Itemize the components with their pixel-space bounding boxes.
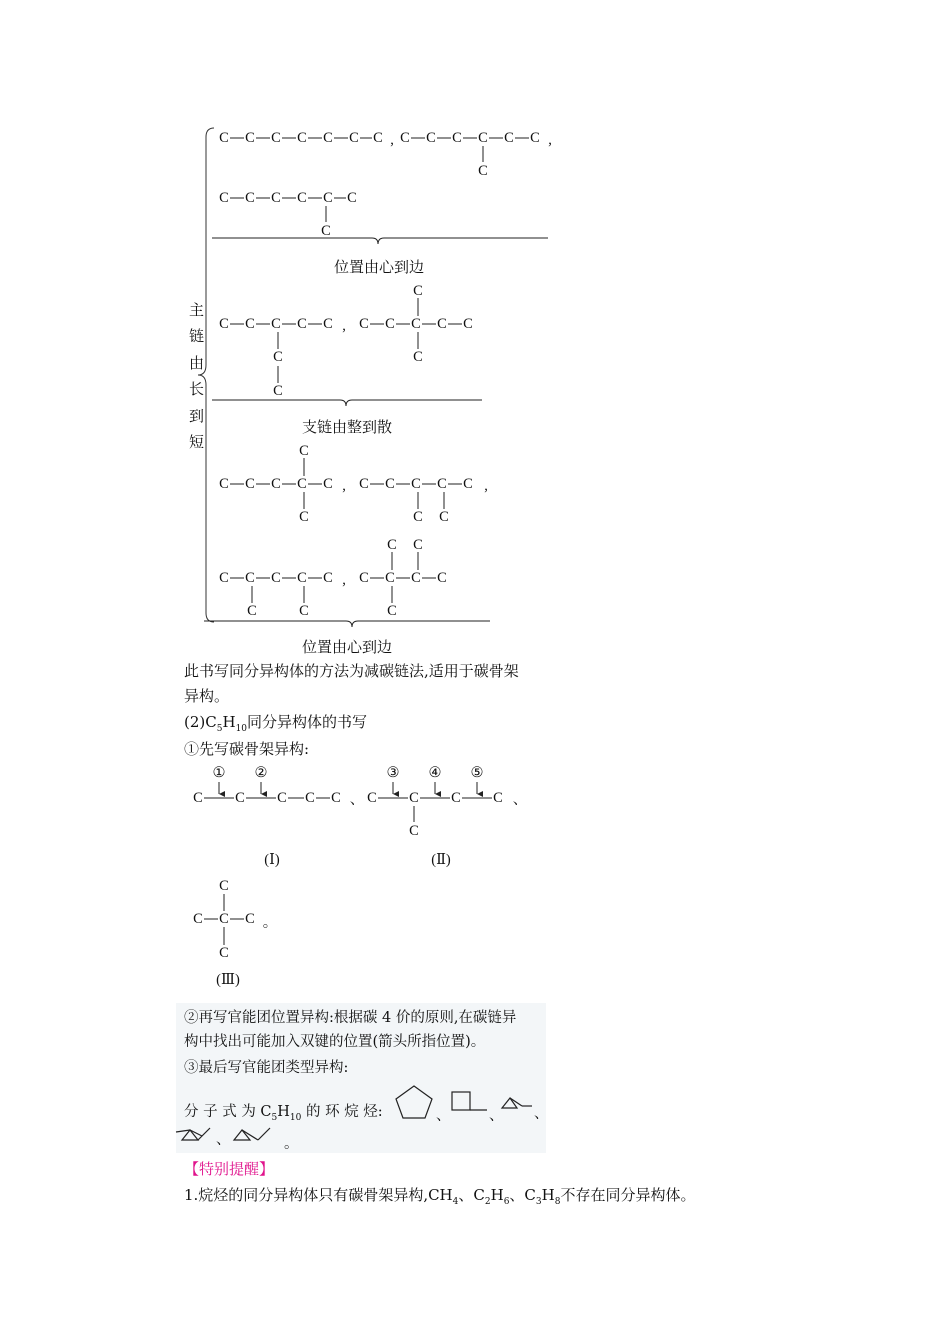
carbon-atom: C	[193, 911, 203, 927]
carbon-atom: C	[478, 163, 488, 179]
heading-text: 同分异构体的书写	[247, 713, 368, 731]
paragraph-line: 此书写同分异构体的方法为减碳链法,适用于碳骨架	[184, 662, 519, 680]
group-caption: 支链由整到散	[302, 418, 393, 436]
carbon-atom: C	[451, 790, 461, 806]
comma: ,	[342, 318, 346, 334]
carbon-atom: C	[299, 603, 309, 619]
carbon-atom: C	[219, 476, 229, 492]
subscript: 5	[216, 724, 223, 734]
carbon-atom: C	[245, 570, 255, 586]
carbon-atom: C	[437, 476, 447, 492]
step-two-line: 构中找出可能加入双键的位置(箭头所指位置)。	[184, 1034, 486, 1050]
comma: ,	[484, 478, 488, 494]
carbon-atom: C	[452, 130, 462, 146]
carbon-atom: C	[271, 190, 281, 206]
carbon-atom: C	[273, 383, 283, 399]
tip-text: H	[541, 1186, 555, 1204]
carbon-atom: C	[437, 570, 447, 586]
position-marker: ④	[428, 765, 442, 781]
carbon-atom: C	[299, 443, 309, 459]
carbon-atom: C	[277, 790, 287, 806]
pentene-skeleton-structures	[0, 760, 950, 990]
position-marker: ①	[212, 765, 226, 781]
carbon-atom: C	[413, 283, 423, 299]
carbon-atom: C	[219, 316, 229, 332]
carbon-atom: C	[273, 349, 283, 365]
position-marker: ②	[254, 765, 268, 781]
isomer-label: (Ⅱ)	[431, 852, 451, 868]
carbon-atom: C	[411, 476, 421, 492]
carbon-atom: C	[193, 790, 203, 806]
carbon-atom: C	[219, 570, 229, 586]
carbon-atom: C	[359, 476, 369, 492]
heading-text: (2)C	[184, 713, 217, 731]
carbon-atom: C	[411, 316, 421, 332]
subscript: 5	[271, 1112, 278, 1123]
enumeration-comma: 、	[216, 1132, 231, 1148]
subscript: 3	[535, 1197, 542, 1207]
carbon-atom: C	[359, 570, 369, 586]
side-char: 由	[189, 354, 205, 372]
subscript: 8	[554, 1197, 561, 1207]
carbon-atom: C	[245, 190, 255, 206]
carbon-atom: C	[323, 190, 333, 206]
heptane-isomer-structures	[0, 0, 950, 660]
ring-text: 分 子 式 为 C	[184, 1104, 272, 1120]
subscript: 6	[503, 1197, 510, 1207]
position-marker: ⑤	[470, 765, 484, 781]
subscript: 10	[289, 1112, 302, 1123]
carbon-atom: C	[219, 911, 229, 927]
tip-text: H	[490, 1186, 504, 1204]
carbon-atom: C	[385, 570, 395, 586]
carbon-atom: C	[271, 316, 281, 332]
carbon-atom: C	[530, 130, 540, 146]
tip-item	[184, 1184, 695, 1207]
step-two-line: ②再写官能团位置异构:根据碳 4 价的原则,在碳链异	[184, 1010, 517, 1026]
carbon-atom: C	[323, 316, 333, 332]
subscript: 4	[452, 1197, 459, 1207]
carbon-atom: C	[426, 130, 436, 146]
carbon-atom: C	[463, 316, 473, 332]
step-one: ①先写碳骨架异构:	[184, 740, 310, 758]
carbon-atom: C	[297, 130, 307, 146]
group-caption: 位置由心到边	[302, 638, 393, 656]
position-marker: ③	[386, 765, 400, 781]
carbon-atom: C	[347, 190, 357, 206]
carbon-atom: C	[245, 316, 255, 332]
enumeration-comma: 、	[489, 1108, 504, 1124]
comma: ,	[548, 132, 552, 148]
enumeration-comma: 、	[534, 1106, 549, 1122]
carbon-atom: C	[235, 790, 245, 806]
carbon-atom: C	[245, 476, 255, 492]
isomer-label: (Ⅰ)	[264, 852, 280, 868]
carbon-atom: C	[219, 878, 229, 894]
ethylcyclopropane-icon	[502, 1098, 532, 1108]
ring-text: H	[277, 1104, 290, 1120]
carbon-atom: C	[400, 130, 410, 146]
ring-text: 的 环 烷 烃:	[301, 1104, 383, 1120]
carbon-atom: C	[219, 190, 229, 206]
period: 。	[284, 1136, 299, 1152]
carbon-atom: C	[271, 476, 281, 492]
carbon-atom: C	[321, 223, 331, 239]
carbon-atom: C	[323, 130, 333, 146]
carbon-atom: C	[409, 790, 419, 806]
paragraph-line: 异构。	[184, 687, 230, 705]
carbon-atom: C	[385, 316, 395, 332]
carbon-atom: C	[219, 130, 229, 146]
dimethylcyclopropane-icon	[176, 1128, 210, 1140]
isomer-label: (Ⅲ)	[216, 972, 240, 988]
carbon-atom: C	[367, 790, 377, 806]
carbon-atom: C	[331, 790, 341, 806]
side-char: 链	[189, 327, 205, 345]
carbon-atom: C	[323, 570, 333, 586]
period: 。	[262, 915, 278, 931]
carbon-atom: C	[247, 603, 257, 619]
enumeration-comma: 、	[436, 1108, 451, 1124]
carbon-atom: C	[478, 130, 488, 146]
enumeration-comma: 、	[512, 792, 528, 808]
carbon-atom: C	[413, 537, 423, 553]
carbon-atom: C	[297, 316, 307, 332]
side-char: 长	[189, 380, 205, 398]
carbon-atom: C	[219, 945, 229, 961]
side-char: 主	[189, 301, 205, 319]
methylcyclobutane-icon	[452, 1092, 487, 1110]
carbon-atom: C	[413, 509, 423, 525]
carbon-atom: C	[493, 790, 503, 806]
tip-text: 、C	[458, 1186, 485, 1204]
carbon-atom: C	[359, 316, 369, 332]
side-char: 短	[189, 433, 205, 451]
carbon-atom: C	[297, 476, 307, 492]
comma: ,	[342, 478, 346, 494]
cyclopentane-icon	[396, 1086, 432, 1118]
tip-text: 、C	[509, 1186, 536, 1204]
carbon-atom: C	[299, 509, 309, 525]
subscript: 10	[235, 724, 248, 734]
cycloalkane-structures	[176, 1078, 549, 1153]
enumeration-comma: 、	[349, 792, 365, 808]
tip-text: 不存在同分异构体。	[560, 1186, 696, 1204]
tip-text: 1.烷烃的同分异构体只有碳骨架异构,CH	[184, 1186, 453, 1204]
special-tip-title: 【特别提醒】	[184, 1160, 275, 1178]
carbon-atom: C	[504, 130, 514, 146]
carbon-atom: C	[297, 190, 307, 206]
step-three: ③最后写官能团类型异构:	[184, 1060, 349, 1076]
carbon-atom: C	[385, 476, 395, 492]
carbon-atom: C	[439, 509, 449, 525]
carbon-atom: C	[409, 823, 419, 839]
carbon-atom: C	[387, 603, 397, 619]
comma: ,	[390, 132, 394, 148]
subscript: 2	[484, 1197, 491, 1207]
carbon-atom: C	[323, 476, 333, 492]
carbon-atom: C	[297, 570, 307, 586]
carbon-atom: C	[271, 130, 281, 146]
carbon-atom: C	[437, 316, 447, 332]
carbon-atom: C	[411, 570, 421, 586]
carbon-atom: C	[245, 130, 255, 146]
heading-text: H	[222, 713, 236, 731]
carbon-atom: C	[373, 130, 383, 146]
carbon-atom: C	[463, 476, 473, 492]
carbon-atom: C	[349, 130, 359, 146]
side-char: 到	[189, 407, 205, 425]
comma: ,	[342, 572, 346, 588]
carbon-atom: C	[271, 570, 281, 586]
carbon-atom: C	[245, 911, 255, 927]
group-caption: 位置由心到边	[334, 258, 425, 276]
section-heading	[184, 711, 367, 734]
dimethylcyclopropane-icon	[234, 1128, 270, 1140]
carbon-atom: C	[305, 790, 315, 806]
carbon-atom: C	[413, 349, 423, 365]
carbon-atom: C	[387, 537, 397, 553]
